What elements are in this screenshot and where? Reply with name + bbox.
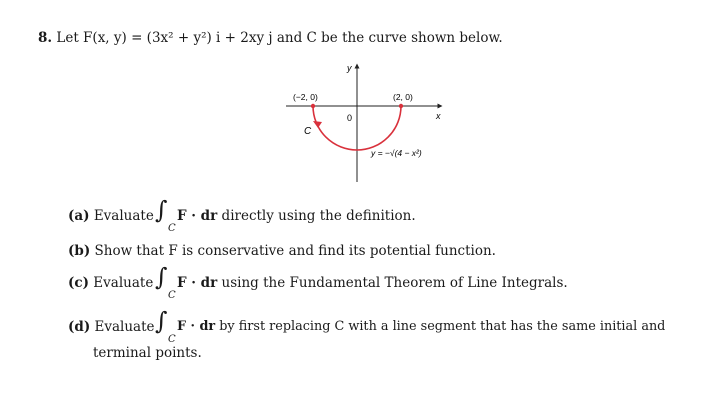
point-left-dot [311, 104, 315, 108]
point-left-label: (−2, 0) [293, 92, 318, 102]
point-right-dot [399, 104, 403, 108]
integral-sub-a: C [168, 223, 176, 234]
curve-direction-arrow [313, 121, 322, 128]
part-b-text: Show that F is conservative and find its potential function. [94, 243, 496, 259]
integrand-a: F · dr [177, 208, 218, 224]
y-axis-label: y [347, 63, 352, 73]
part-d-rest [177, 319, 665, 334]
integrand-c: F · dr [177, 275, 218, 291]
part-c-rest [177, 275, 568, 291]
part-c [68, 275, 153, 291]
part-d-after: by first replacing C with a line segment that has the same initial and [219, 319, 666, 334]
part-b [68, 243, 496, 259]
part-d-label: (d) [68, 319, 91, 335]
integrand-d: F · dr [177, 319, 216, 334]
part-c-before: Evaluate [93, 275, 154, 291]
part-a-rest [177, 208, 416, 224]
integral-sign-c: ∫ [155, 263, 168, 291]
integral-sign-d: ∫ [155, 307, 168, 335]
part-d [68, 319, 155, 335]
part-d-before: Evaluate [94, 319, 155, 335]
curve-equation: y = −√(4 − x²) [371, 148, 422, 158]
part-c-label: (c) [68, 275, 89, 291]
problem-number: 8. [38, 30, 53, 46]
origin-label: 0 [347, 113, 353, 123]
problem-intro: Let F(x, y) = (3x² + y²) i + 2xy j and C be the curve shown below. [56, 30, 503, 46]
part-a [68, 208, 154, 224]
part-a-after: directly using the definition. [221, 208, 416, 224]
part-b-label: (b) [68, 243, 91, 259]
part-d-continuation: terminal points. [93, 345, 202, 361]
x-axis-label: x [436, 111, 441, 121]
integral-sub-c: C [168, 290, 176, 301]
part-a-label: (a) [68, 208, 90, 224]
part-c-after: using the Fundamental Theorem of Line Integrals. [221, 275, 568, 291]
part-a-before: Evaluate [93, 208, 154, 224]
curve-label: C [304, 126, 312, 137]
integral-sign-a: ∫ [155, 196, 168, 224]
point-right-label: (2, 0) [393, 92, 413, 102]
integral-sub-d: C [168, 334, 176, 345]
